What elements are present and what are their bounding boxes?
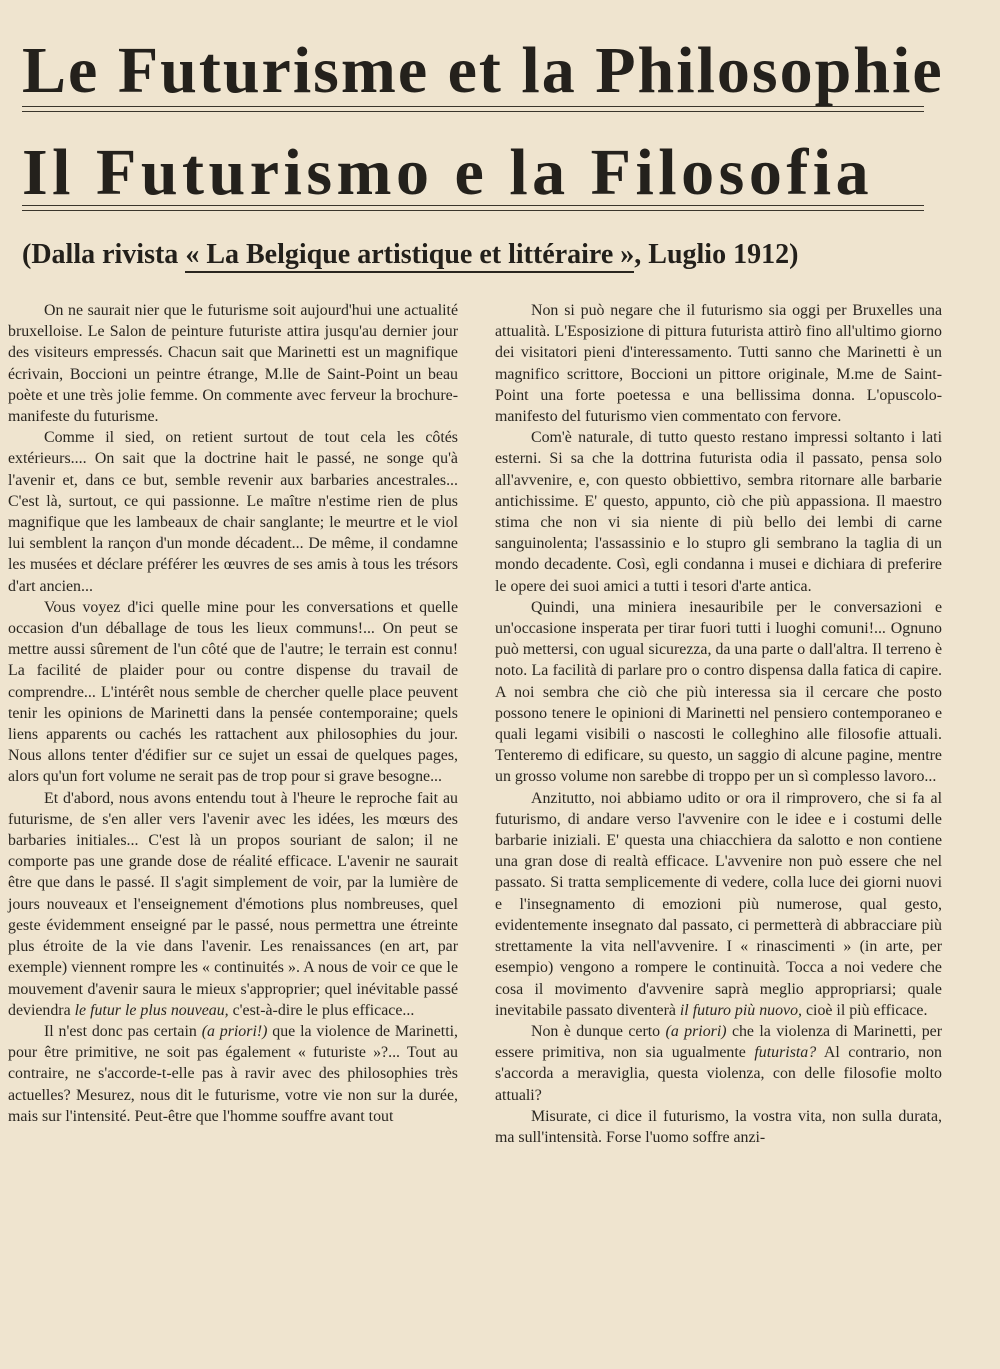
text-run: que la violence de Marinetti, pour être primitive, ne soit pas également « futuriste »?... Tout au contraire, ne s'accorde-t-elle pas à ravir avec des philosophies très actuelles? Mesurez, nous dit le futurisme, votre vie non sur la durée, mais sur l'intensité. Peut-être que l'homme souffre avant tout bbox=[8, 1022, 459, 1125]
paragraph: On ne saurait nier que le futurisme soit aujourd'hui une actualité bruxelloise. Le Salon de peinture futuriste attira jusqu'au dernier jour des visiteurs empressés. Chacun sait que Marinetti est un magnifique écrivain, Boccioni un peintre étrange, M.lle de Saint-Point un beau poète et une très jolie femme. On commente avec ferveur la brochure-manifeste du futurisme. bbox=[8, 302, 458, 426]
text-run: Il n'est donc pas certain bbox=[44, 1022, 202, 1040]
paragraph bbox=[495, 788, 942, 1021]
emphasis: (a priori!) bbox=[201, 1022, 268, 1040]
text-run: Al contrario, non s'accorda a meraviglia, questa violenza, con delle filosofie molto attuali? bbox=[495, 1044, 942, 1104]
paragraph: Vous voyez d'ici quelle mine pour les conversations et quelle occasion d'un déballage de tous les lieux communs!... On peut se mettre aussi sûrement de l'un côté que de l'autre; le terrain est connu! La facilité de plaider pour ou contre dispense du travail de comprendre... L'intérêt nous semble de chercher quelle place peuvent tenir les opinions de Marinetti dans la pensée contemporaine; quels liens apparents ou cachés les rattachent aux philosophies du jour. Nous allons tenter d'édifier sur ce sujet un essai de quelques pages, alors qu'un fort volume ne serait pas de trop pour si grave besogne... bbox=[8, 598, 458, 786]
subtitle-suffix: , Luglio 1912) bbox=[634, 239, 799, 270]
paragraph: Comme il sied, on retient surtout de tout cela les côtés extérieurs.... On sait que la doctrine hait le passé, ne songe qu'à l'avenir et, dans ce but, semble revenir aux barbaries ancestrales... C'est là, surtout, ce qui passionne. Le maître n'estime rien de plus magnifique que les lambeaux de chair sanglante; le meurtre et le viol lui semblent la rançon d'un monde décadent... De même, il condamne les musées et déclare préférer les œuvres de ses amis à tous les trésors d'art ancien... bbox=[8, 429, 458, 595]
paragraph bbox=[8, 788, 458, 1021]
title-french: Le Futurisme et la Philosophie bbox=[22, 34, 944, 107]
italian-column bbox=[495, 300, 942, 1148]
emphasis: il futuro più nuovo, bbox=[679, 1001, 803, 1019]
french-column bbox=[8, 300, 458, 1127]
text-run: c'est-à-dire le plus efficace... bbox=[228, 1001, 415, 1019]
paragraph: Com'è naturale, di tutto questo restano impressi soltanto i lati esterni. Si sa che la dottrina futurista odia il passato, pensa solo all'avvenire, e, con questo obbiettivo, sembra ritornare alle barbarie antichissime. E' questo, appunto, ciò che più appassiona. Il maestro stima che non vi sia niente di più bello dei lembi di carne sanguinolenta; l'assassinio e lo stupro gli sembrano la taglia di un mondo decadente. Così, egli condanna i musei e dichiara di preferire le opere dei suoi amici a tutti i tesori d'arte antica. bbox=[495, 429, 942, 595]
text-run: Non è dunque certo bbox=[531, 1022, 666, 1040]
paragraph: Non si può negare che il futurismo sia oggi per Bruxelles una attualità. L'Esposizione di pittura futurista attirò fino all'ultimo giorno dei visitatori pieni d'interessamento. Tutti sanno che Marinetti è un magnifico scrittore, Boccioni un pittore originale, M.me de Saint-Point una forte poetessa e una bellissima donna. L'opuscolo-manifesto del futurismo vien commentato con fervore. bbox=[495, 302, 942, 426]
subtitle-source: « La Belgique artistique et littéraire » bbox=[185, 239, 634, 273]
subtitle-prefix: (Dalla rivista bbox=[22, 239, 186, 270]
title-divider bbox=[22, 205, 924, 211]
emphasis: le futur le plus nouveau, bbox=[74, 1001, 229, 1019]
title-italian: Il Futurismo e la Filosofia bbox=[22, 136, 874, 209]
emphasis: futurista? bbox=[754, 1044, 817, 1062]
title-divider bbox=[22, 106, 924, 112]
emphasis: (a priori) bbox=[665, 1022, 727, 1040]
paragraph bbox=[8, 1021, 458, 1127]
text-run: cioè il più efficace. bbox=[802, 1001, 928, 1019]
text-run: che la violenza di Marinetti, per essere primitiva, non sia ugualmente bbox=[495, 1022, 942, 1062]
paragraph bbox=[495, 1021, 942, 1106]
paragraph: Quindi, una miniera inesauribile per le conversazioni e un'occasione insperata per tirar fuori tutti i luoghi comuni!... Ognuno può mettersi, con ugual sicurezza, da una parte o dall'altra. Il terreno è noto. La facilità di parlare pro o contro dispensa dalla fatica di capire. A noi sembra che ciò che più interessa sia il cercare che posto possono tenere le opinioni di Marinetti nel pensiero contemporaneo e quali legami visibili o nascosti le colleghino alle filosofie attuali. Tenteremo di edificare, su questo, un saggio di alcune pagine, mentre un grosso volume non sarebbe di troppo per un sì complesso lavoro... bbox=[495, 598, 942, 786]
text-run: Et d'abord, nous avons entendu tout à l'heure le reproche fait au futurisme, de s'en aller vers l'avenir avec les idées, les mœurs des barbaries initiales... C'est là un propos souriant de salon; il ne comporte pas une grande dose de réalité efficace. L'avenir ne saurait être que dans le passé. Il s'agit simplement de voir, par la lumière de jours nouveaux et l'enseignement d'émotions plus nombreuses, quel geste évidemment enseigné par le passé, nous permettra une étreinte plus étroite de la vie dans l'avenir. Les renaissances (en art, par exemple) viennent rompre les « continuités ». A nous de voir ce que le mouvement d'avenir saura le mieux s'approprier; quel inévitable passé deviendra bbox=[8, 789, 458, 1019]
source-subtitle bbox=[22, 238, 952, 272]
paragraph: Misurate, ci dice il futurismo, la vostra vita, non sulla durata, ma sull'intensità. Forse l'uomo soffre anzi- bbox=[495, 1107, 942, 1146]
text-run: Anzitutto, noi abbiamo udito or ora il rimprovero, che si fa al futurismo, di andare verso l'avvenire con le idee e i costumi delle barbarie iniziali. E' questa una chiacchiera da salotto e non contiene una gran dose di realtà efficace. L'avvenire non può essere che nel passato. Si tratta semplicemente di vedere, colla luce dei giorni nuovi e l'insegnamento di emozioni più numerose, qual gesto, evidentemente insegnato dal passato, ci permetterà di abbracciare più strettamente la vita nell'avvenire. I « rinascimenti » (in arte, per esempio) vengono a rompere le continuità. Tocca a noi vedere che cosa il movimento d'avvenire saprà meglio appropriarsi; quale inevitabile passato diventerà bbox=[495, 789, 942, 1019]
